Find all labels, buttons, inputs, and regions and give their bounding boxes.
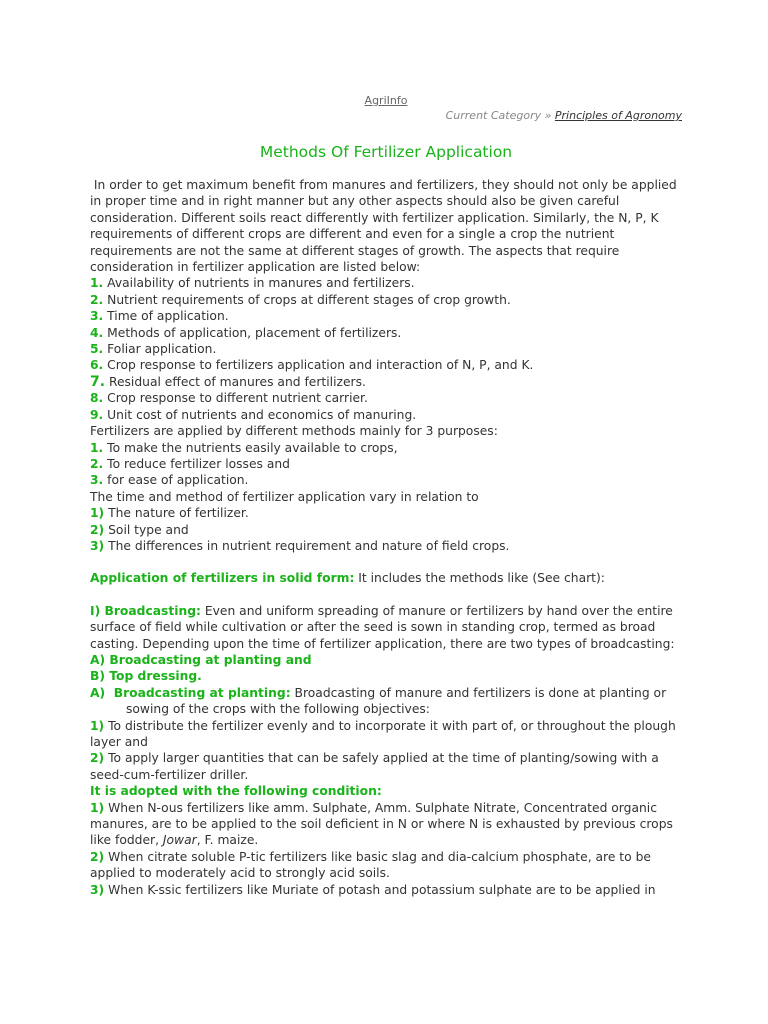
list-text: Crop response to different nutrient carrier.	[107, 391, 368, 406]
list-item	[90, 407, 682, 423]
list-item	[90, 374, 682, 390]
site-name-link[interactable]: AgriInfo	[364, 94, 408, 107]
purposes-intro: Fertilizers are applied by different methods mainly for 3 purposes:	[90, 424, 498, 439]
intro-paragraph: In order to get maximum benefit from manures and fertilizers, they should not only be applied in proper time and in right manner but any other aspects should also be given careful consideration. Different soils react differently with fertilizer application. Similarly, the N, P, K requirements of different crops are different and even for a single a crop the nutrient requirements are not the same at different stages of growth. The aspects that require consideration in fertilizer application are listed below:	[90, 178, 681, 275]
list-text: for ease of application.	[107, 473, 249, 488]
list-text: Crop response to fertilizers application and interaction of N, P, and K.	[107, 358, 534, 373]
spacer	[90, 587, 682, 603]
section-heading: I) Broadcasting:	[90, 603, 201, 618]
aspects-list	[90, 275, 682, 423]
list-item	[90, 325, 682, 341]
purposes-list	[90, 440, 682, 489]
list-number: 2.	[90, 292, 104, 307]
list-number: 9.	[90, 407, 104, 422]
list-number: 1)	[90, 718, 105, 733]
list-item	[90, 341, 682, 357]
section-heading: A) Broadcasting at planting:	[90, 685, 291, 700]
list-text: Soil type and	[108, 522, 189, 537]
section-text: It includes the methods like (See chart):	[354, 571, 605, 586]
list-text: When citrate soluble P-tic fertilizers like basic slag and dia-calcium phosphate, are to be applied to moderately acid to strongly acid soils.	[90, 849, 655, 881]
list-item	[90, 472, 682, 488]
section-text: sowing of the crops with the following objectives:	[126, 702, 430, 717]
broadcasting-paragraph	[90, 603, 682, 652]
conditions-list	[90, 800, 682, 898]
list-text: The differences in nutrient requirement and nature of field crops.	[108, 538, 510, 553]
list-item	[90, 538, 682, 554]
list-number: 2)	[90, 522, 105, 537]
list-item	[90, 357, 682, 373]
list-number: 3)	[90, 538, 105, 553]
current-category	[90, 109, 682, 123]
list-number: 8.	[90, 391, 104, 406]
list-text: To distribute the fertilizer evenly and to incorporate it with part of, or throughout the plough layer and	[90, 718, 680, 749]
list-number: 3.	[90, 473, 104, 488]
crop-name: Jowar	[162, 833, 197, 848]
list-text: Time of application.	[107, 309, 229, 324]
list-number: 3.	[90, 309, 104, 324]
list-number: 7.	[90, 373, 106, 390]
list-item	[90, 522, 682, 538]
list-text: When N-ous fertilizers like amm. Sulphate, Amm. Sulphate Nitrate, Concentrated organic manures, are to be applied to the soil deficient in N or where N is exhausted by previous crops like fodder,	[90, 800, 677, 848]
list-text: Foliar application.	[107, 342, 217, 357]
list-item	[90, 849, 682, 882]
list-text: Availability of nutrients in manures and fertilizers.	[107, 276, 415, 291]
list-number: 1.	[90, 276, 104, 291]
list-number: 2)	[90, 849, 105, 864]
relation-intro: The time and method of fertilizer application vary in relation to	[90, 489, 479, 504]
list-text: To apply larger quantities that can be safely applied at the time of planting/sowing with a seed-cum-fertilizer driller.	[90, 751, 663, 782]
list-item	[90, 275, 682, 291]
list-number: 1.	[90, 440, 104, 455]
objectives-list	[90, 718, 682, 784]
list-number: 6.	[90, 358, 104, 373]
list-number: 4.	[90, 325, 104, 340]
spacer	[90, 554, 682, 570]
list-text: The nature of fertilizer.	[108, 506, 249, 521]
list-number: 3)	[90, 882, 105, 897]
list-number: 2.	[90, 456, 104, 471]
list-text: Nutrient requirements of crops at different stages of crop growth.	[107, 292, 511, 307]
list-text: When K-ssic fertilizers like Muriate of potash and potassium sulphate are to be applied in	[104, 882, 656, 897]
list-item	[90, 440, 682, 456]
list-text: Methods of application, placement of fertilizers.	[107, 325, 402, 340]
section-text: Broadcasting of manure and fertilizers is done at planting or	[290, 685, 667, 700]
broadcasting-type-a: A) Broadcasting at planting and	[90, 652, 312, 667]
list-text: Unit cost of nutrients and economics of manuring.	[107, 407, 417, 422]
section-heading: Application of fertilizers in solid form:	[90, 571, 355, 586]
list-item	[90, 882, 682, 898]
list-item	[90, 750, 682, 783]
section-text: Even and uniform spreading of manure or fertilizers by hand over the entire surface of field while cultivation or after the seed is sown in standing crop, termed as broad casting. Depending upon the time of fertilizer application, there are two types of broadcasting:	[90, 603, 677, 651]
list-number: 2)	[90, 751, 105, 766]
category-link[interactable]: Principles of Agronomy	[554, 109, 682, 122]
solid-form-paragraph	[90, 570, 682, 586]
list-item	[90, 800, 682, 849]
condition-heading: It is adopted with the following condition:	[90, 784, 382, 799]
list-number: 1)	[90, 800, 105, 815]
broadcasting-type-b: B) Top dressing.	[90, 669, 202, 684]
document-page	[90, 94, 682, 898]
list-number: 1)	[90, 506, 105, 521]
relations-list	[90, 505, 682, 554]
category-prefix: Current Category »	[445, 109, 552, 122]
list-number: 5.	[90, 342, 104, 357]
list-text: To reduce fertilizer losses and	[107, 456, 290, 471]
list-item	[90, 308, 682, 324]
list-item	[90, 456, 682, 472]
page-title: Methods Of Fertilizer Application	[259, 143, 513, 161]
list-item	[90, 390, 682, 406]
broadcasting-at-planting-paragraph	[90, 685, 682, 718]
list-text: To make the nutrients easily available to crops,	[107, 440, 398, 455]
list-item	[90, 718, 682, 751]
list-item	[90, 505, 682, 521]
list-item	[90, 292, 682, 308]
list-text: Residual effect of manures and fertilizers.	[105, 374, 366, 389]
list-text: , F. maize.	[196, 833, 259, 848]
